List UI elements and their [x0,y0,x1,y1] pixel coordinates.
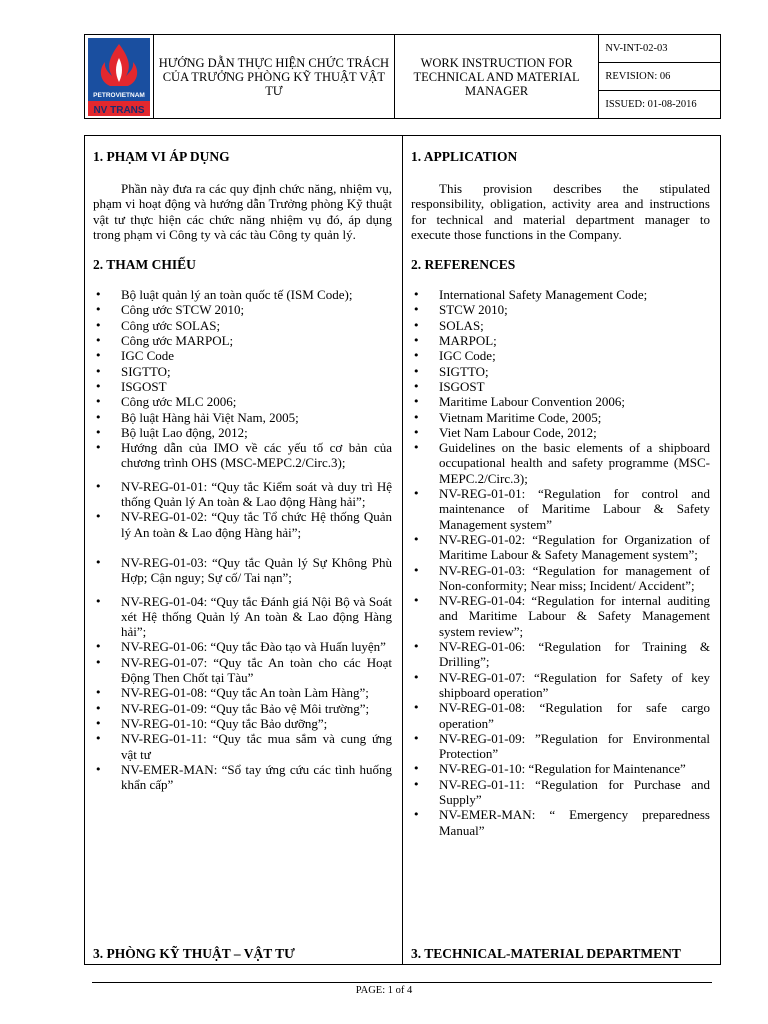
logo-brand-text: PETROVIETNAM [93,91,145,99]
reference-item: • International Safety Management Code; [411,287,710,302]
reference-item: • NV-REG-01-04: “Regulation for internal auditing and Maritime Labour & Safety Management system review”; [411,593,710,639]
reference-item: • NV-EMER-MAN: “ Emergency preparedness Manual” [411,807,710,838]
section-3-title: 3. TECHNICAL-MATERIAL DEPARTMENT [411,946,681,961]
logo-cell [85,35,154,119]
reference-item: • NV-REG-01-08: “Quy tắc An toàn Làm Hàng”; [93,685,392,700]
section-3-title: 3. PHÒNG KỸ THUẬT – VẬT TƯ [93,946,295,961]
reference-list [411,287,710,838]
reference-item: • NV-REG-01-01: “Regulation for control and maintenance of Maritime Labour & Safety Management system” [411,486,710,532]
reference-item: • NV-REG-01-06: “Quy tắc Đào tạo và Huấn luyện” [93,639,392,654]
reference-item: • ISGOST [93,379,392,394]
reference-item: • MARPOL; [411,333,710,348]
reference-item: • NV-REG-01-03: “Quy tắc Quản lý Sự Không Phù Hợp; Cận nguy; Sự cố/ Tai nạn”; [93,555,392,586]
reference-item: • NV-REG-01-06: “Regulation for Training & Drilling”; [411,639,710,670]
issued-date: ISSUED: 01-08-2016 [599,91,721,119]
reference-item: • IGC Code; [411,348,710,363]
flame-logo-icon [88,38,150,116]
reference-item: • IGC Code [93,348,392,363]
title-english: WORK INSTRUCTION FOR TECHNICAL AND MATERIAL MANAGER [394,35,598,119]
reference-item: • SIGTTO; [93,364,392,379]
reference-item: • NV-REG-01-08: “Regulation for safe cargo operation” [411,700,710,731]
revision-label: REVISION: 06 [599,63,721,91]
section-1-title: 1. APPLICATION [411,149,518,164]
vietnamese-column [85,136,403,964]
section-1-text: This provision describes the stipulated responsibility, obligation, activity area and instructions for technical and material department manager to execute those functions in the Company. [411,181,710,242]
reference-item: • Công ước MLC 2006; [93,394,392,409]
page-number: PAGE: 1 of 4 [355,985,413,996]
reference-item: • NV-REG-01-02: “Quy tắc Tổ chức Hệ thống Quản lý An toàn & Lao động Hàng hải”; [93,509,392,540]
section-1-title: 1. PHẠM VI ÁP DỤNG [93,149,230,164]
reference-item: • Guidelines on the basic elements of a shipboard occupational health and safety programme (MSC-MEPC.2/Circ.3); [411,440,710,486]
reference-item: • NV-REG-01-10: “Regulation for Maintenance” [411,761,710,776]
reference-item: • NV-REG-01-01: “Quy tắc Kiểm soát và duy trì Hệ thống Quản lý An toàn & Lao động Hàng hải”; [93,479,392,510]
reference-item: • Công ước STCW 2010; [93,302,392,317]
reference-item: • NV-REG-01-03: “Regulation for management of Non-conformity; Near miss; Incident/ Accident”; [411,563,710,594]
reference-item: • NV-REG-01-09: ”Regulation for Environmental Protection” [411,731,710,762]
reference-item: • Bộ luật Hàng hải Việt Nam, 2005; [93,410,392,425]
reference-item: • Bộ luật quản lý an toàn quốc tế (ISM Code); [93,287,392,302]
reference-item: • Viet Nam Labour Code, 2012; [411,425,710,440]
title-vietnamese: HƯỚNG DẪN THỰC HIỆN CHỨC TRÁCH CỦA TRƯỞNG PHÒNG KỸ THUẬT VẬT TƯ [153,35,394,119]
document-header [84,34,721,119]
logo-sub-text: NV TRANS [93,104,145,116]
reference-item: • Bộ luật Lao động, 2012; [93,425,392,440]
footer-divider [92,982,712,983]
section-2-title: 2. THAM CHIẾU [93,257,196,273]
reference-item: • NV-REG-01-07: “Regulation for Safety of key shipboard operation” [411,670,710,701]
section-1-text: Phần này đưa ra các quy định chức năng, nhiệm vụ, phạm vi hoạt động và hướng dẫn Trưởng phòng Kỹ thuật vật tư thực hiện các chức năng nhiệm vụ đó, áp dụng trong phạm vi Công ty và các tàu Công ty quản lý. [93,181,392,242]
reference-item: • NV-REG-01-10: “Quy tắc Bảo dưỡng”; [93,716,392,731]
reference-list [93,287,392,792]
reference-item: • Vietnam Maritime Code, 2005; [411,410,710,425]
reference-item: • NV-REG-01-04: “Quy tắc Đánh giá Nội Bộ và Soát xét Hệ thống Quản lý An toàn & Lao động Hàng hải”; [93,594,392,640]
reference-item: • NV-REG-01-11: “Quy tắc mua sắm và cung ứng vật tư [93,731,392,762]
document-number: NV-INT-02-03 [599,35,721,63]
reference-item: • Maritime Labour Convention 2006; [411,394,710,409]
reference-item: • NV-REG-01-09: “Quy tắc Bảo vệ Môi trường”; [93,701,392,716]
reference-item: • SOLAS; [411,318,710,333]
english-column [403,136,720,964]
reference-item: • SIGTTO; [411,364,710,379]
reference-item: • Hướng dẫn của IMO về các yếu tố cơ bản của chương trình OHS (MSC-MEPC.2/Circ.3); [93,440,392,471]
reference-item: • NV-REG-01-11: “Regulation for Purchase and Supply” [411,777,710,808]
reference-item: • ISGOST [411,379,710,394]
reference-item: • Công ước MARPOL; [93,333,392,348]
content-box [84,135,721,965]
reference-item: • NV-REG-01-07: “Quy tắc An toàn cho các Hoạt Động Then Chốt tại Tàu” [93,655,392,686]
reference-item: • NV-REG-01-02: “Regulation for Organization of Maritime Labour & Safety Management system”; [411,532,710,563]
reference-item: • NV-EMER-MAN: “Sổ tay ứng cứu các tình huống khẩn cấp” [93,762,392,793]
reference-item: • STCW 2010; [411,302,710,317]
reference-item: • Công ước SOLAS; [93,318,392,333]
section-2-title: 2. REFERENCES [411,257,516,273]
